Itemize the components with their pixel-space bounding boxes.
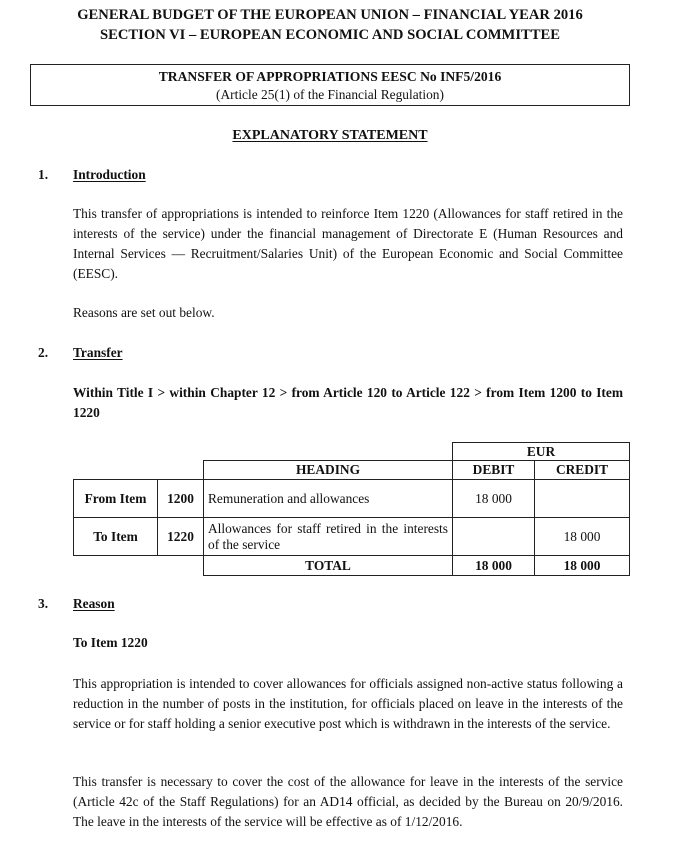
row-item: 1220 <box>158 518 204 556</box>
document-title-line-2: SECTION VI – EUROPEAN ECONOMIC AND SOCIAL COMMITTEE <box>100 27 560 43</box>
transfer-subtitle: (Article 25(1) of the Financial Regulation) <box>216 87 444 102</box>
section-1-paragraph-2: Reasons are set out below. <box>73 305 215 320</box>
row-label: From Item <box>74 480 158 518</box>
section-1-paragraph-1: This transfer of appropriations is intended to reinforce Item 1220 (Allowances for staff retired in the interests of the service) under the financial management of Directorate E (Human Resources and Internal Services — Recruitment/Salaries Unit) of the European Economic and Social Committee (EESC). <box>73 206 623 281</box>
section-3-paragraph-1: This appropriation is intended to cover allowances for officials assigned non-active status following a reduction in the number of posts in the institution, for officials placed on leave in the interests of the service or for staff holding a senior executive post which is withdrawn in the interests of the service. <box>73 676 623 731</box>
heading-column-header: HEADING <box>204 461 453 480</box>
document-title-line-1: GENERAL BUDGET OF THE EUROPEAN UNION – FINANCIAL YEAR 2016 <box>77 7 583 23</box>
section-2-title: Transfer <box>73 345 123 360</box>
explanatory-statement-text: EXPLANATORY STATEMENT <box>232 128 428 143</box>
table-row <box>74 480 630 518</box>
total-row <box>74 556 630 576</box>
section-1-number: 1. <box>38 167 49 182</box>
debit-column-header: DEBIT <box>453 461 535 480</box>
total-label: TOTAL <box>204 556 453 576</box>
total-debit: 18 000 <box>453 556 535 576</box>
transfer-table <box>73 442 630 576</box>
credit-column-header: CREDIT <box>535 461 630 480</box>
row-credit <box>535 480 630 518</box>
section-3-paragraph-2: This transfer is necessary to cover the cost of the allowance for leave in the interests of the service (Article 42c of the Staff Regulations) for an AD14 official, as decided by the Bureau on 20/9/2016. The leave in the interests of the service will be effective as of 1/12/2016. <box>73 774 623 829</box>
transfer-title: TRANSFER OF APPROPRIATIONS EESC No INF5/2016 <box>158 69 502 84</box>
section-3-number: 3. <box>38 596 49 611</box>
transfer-path: Within Title I > within Chapter 12 > from Article 120 to Article 122 > from Item 1200 to Item 1220 <box>73 385 623 420</box>
total-credit: 18 000 <box>535 556 630 576</box>
row-debit: 18 000 <box>453 480 535 518</box>
section-3-subheading: To Item 1220 <box>73 635 148 650</box>
row-heading: Remuneration and allowances <box>204 480 453 518</box>
row-debit <box>453 518 535 556</box>
explanatory-statement-heading <box>0 128 660 144</box>
row-heading: Allowances for staff retired in the interests of the service <box>204 518 453 556</box>
row-credit: 18 000 <box>535 518 630 556</box>
row-label: To Item <box>74 518 158 556</box>
row-item: 1200 <box>158 480 204 518</box>
currency-header: EUR <box>453 443 630 461</box>
section-1-title: Introduction <box>73 167 146 182</box>
section-2-number: 2. <box>38 345 49 360</box>
section-3-title: Reason <box>73 596 115 611</box>
transfer-title-box <box>30 64 630 106</box>
table-row <box>74 518 630 556</box>
